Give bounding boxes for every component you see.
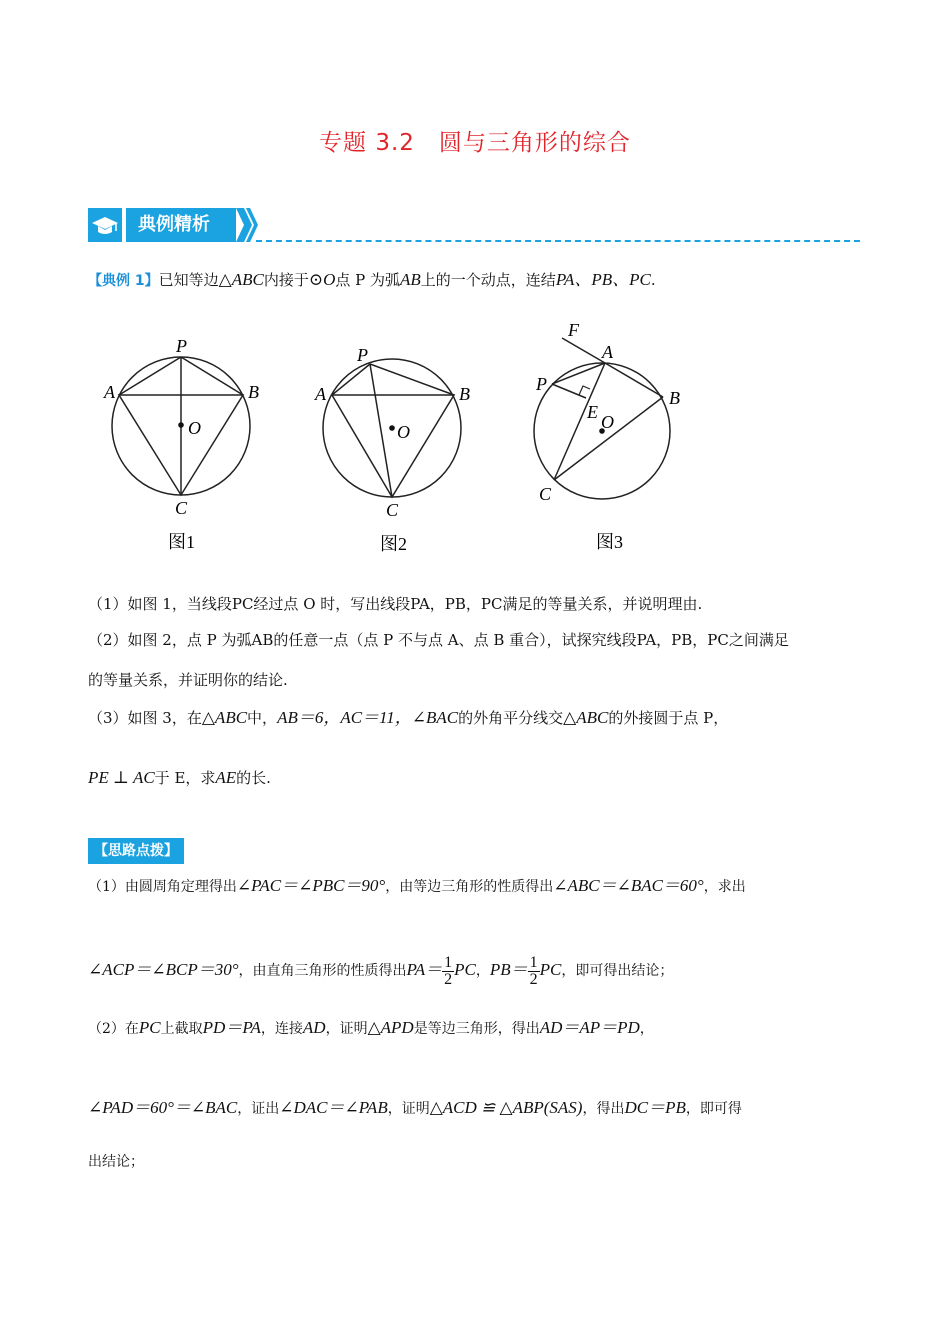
- label-O: O: [397, 422, 410, 442]
- hint-line-5: 出结论；: [88, 1154, 144, 1170]
- label-A: A: [104, 382, 115, 402]
- question-3-line-2: PE ⊥ AC于 E，求AE的长.: [88, 768, 271, 787]
- section-divider: [256, 240, 860, 242]
- label-F: F: [568, 320, 579, 340]
- question-2-line-2: 的等量关系，并证明你的结论.: [88, 671, 288, 689]
- label-B: B: [248, 382, 259, 402]
- example-stem: 【典例 1】已知等边△ABC内接于⊙O点 P 为弧AB上的一个动点，连结PA、PB、PC.: [88, 270, 656, 289]
- section-label: 典例精析: [126, 208, 236, 242]
- figure-3: [534, 320, 680, 552]
- label-O: O: [188, 418, 201, 438]
- fraction-half: $\frac{1}{2}$: [444, 953, 453, 988]
- label-P: P: [357, 345, 368, 365]
- fraction-half: $\frac{1}{2}$: [529, 953, 538, 988]
- label-A: A: [602, 342, 613, 362]
- hint-line-4: ∠PAD＝60°＝∠BAC，证出∠DAC＝∠PAB，证明△ACD ≌ △ABP(SAS)，得出DC＝PB，即可得: [88, 1098, 742, 1117]
- question-2-line-1: （2）如图 2，点 P 为弧AB的任意一点（点 P 不与点 A、点 B 重合），试探究线段PA，PB，PC之间满足: [88, 631, 789, 649]
- label-C: C: [539, 484, 552, 504]
- figures: [90, 320, 710, 560]
- figure-1: [103, 336, 259, 552]
- label-O: O: [601, 412, 614, 432]
- example-tag: 【典例 1】: [88, 273, 159, 289]
- caption-1: 图1: [168, 532, 195, 552]
- chevron-right-icon: [236, 208, 260, 242]
- label-P: P: [536, 374, 547, 394]
- hint-line-2: ∠ACP＝∠BCP＝30°，由直角三角形的性质得出PA＝ $\frac{1}{2}$ PC，PB＝ $\frac{1}{2}$ PC，即可得出结论；: [88, 953, 674, 988]
- hint-line-1: （1）由圆周角定理得出∠PAC＝∠PBC＝90°，由等边三角形的性质得出∠ABC＝∠BAC＝60°，求出: [88, 876, 746, 895]
- label-B: B: [669, 388, 680, 408]
- label-A: A: [315, 384, 326, 404]
- question-1: （1）如图 1，当线段PC经过点 O 时，写出线段PA，PB，PC满足的等量关系，并说明理由.: [88, 595, 703, 613]
- question-3-line-1: （3）如图 3，在△ABC中，AB＝6，AC＝11，∠BAC的外角平分线交△ABC的外接圆于点 P，: [88, 708, 729, 727]
- label-C: C: [386, 500, 399, 520]
- label-P: P: [176, 336, 187, 356]
- hint-line-3: （2）在PC上截取PD＝PA，连接AD，证明△APD是等边三角形，得出AD＝AP＝PD，: [88, 1018, 654, 1037]
- page-title: 专题 3.2 圆与三角形的综合: [319, 130, 631, 156]
- caption-2: 图2: [380, 534, 407, 554]
- graduation-cap-icon: [88, 208, 122, 242]
- hint-tag: 【思路点拨】: [88, 838, 184, 864]
- label-E: E: [587, 402, 598, 422]
- caption-3: 图3: [596, 532, 623, 552]
- label-B: B: [459, 384, 470, 404]
- figure-2: [314, 345, 470, 554]
- label-C: C: [175, 498, 188, 518]
